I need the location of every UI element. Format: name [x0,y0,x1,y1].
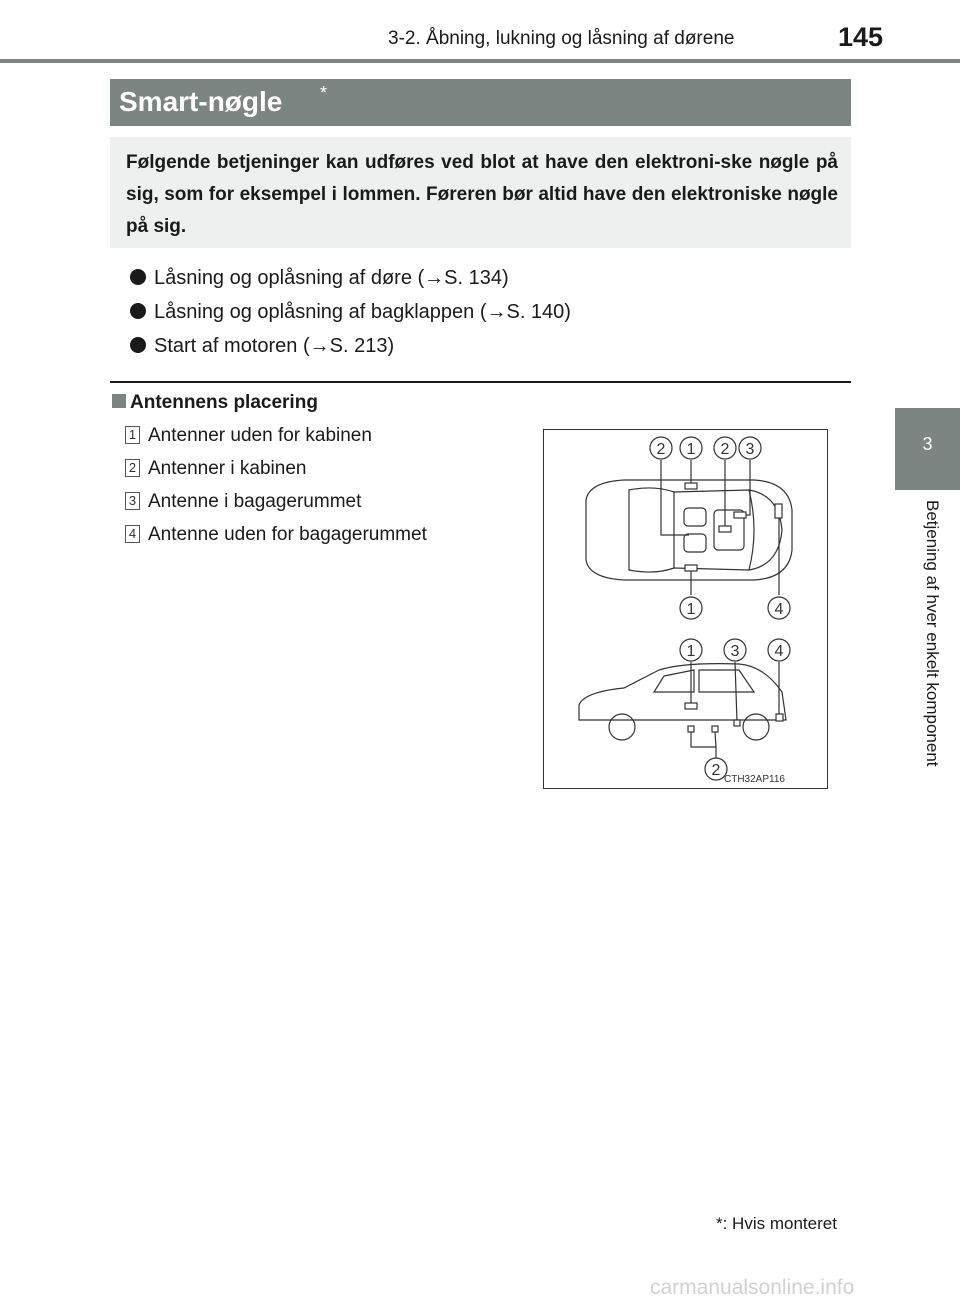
bullet-icon [130,303,146,319]
square-bullet-icon [112,394,126,408]
chapter-number: 3 [922,434,933,454]
callout-label: 2 [711,762,721,779]
antenna-mark [776,714,783,721]
legend-item: 2 Antenner i kabinen [125,453,427,486]
antenna-mark [712,726,718,732]
figure-code: CTH32AP116 [724,774,785,785]
callout-label: 1 [686,643,696,660]
callout-label: 3 [730,643,740,660]
callout-label: 4 [774,643,784,660]
car-side-front-wheel [609,714,635,740]
legend-number: 3 [125,492,140,510]
watermark: carmanualsonline.info [650,1276,855,1299]
car-top-seat [684,508,706,526]
antenna-mark [775,504,782,518]
callout-label: 1 [686,601,696,618]
car-side-rear-window [699,670,754,692]
bullet-icon [130,337,146,353]
section-title: Smart-nøgle [119,86,283,117]
legend-number: 2 [125,459,140,477]
footnote: *: Hvis monteret [716,1214,837,1233]
antenna-mark [685,703,697,709]
legend-item: 1 Antenner uden for kabinen [125,420,427,453]
car-top-seat [684,534,706,552]
car-side-rear-wheel [743,714,769,740]
legend-item: 4 Antenne uden for bagagerummet [125,519,427,552]
callout-label: 1 [686,441,696,458]
list-item: Start af motoren (→S. 213) [130,329,571,363]
page-number: 145 [838,22,884,52]
antenna-legend [125,420,427,552]
legend-item: 3 Antenne i bagagerummet [125,486,427,519]
antenna-mark [719,526,731,532]
intro-text: Følgende betjeninger kan udføres ved blot at have den elektroni-ske nøgle på sig, som for eksempel i lommen. Føreren bør altid have den elektroniske nøgle på sig. [126,152,838,237]
callout-label: 2 [656,441,666,458]
antenna-mark [685,483,697,489]
list-item: Låsning og oplåsning af bagklappen (→S. 140) [130,295,571,329]
header-section-title: 3-2. Åbning, lukning og låsning af dørene [388,28,735,49]
leader-line [739,460,750,515]
header-rule [0,59,960,63]
feature-list [130,261,571,363]
callout-label: 2 [720,441,730,458]
car-antenna-illustration [544,430,827,788]
intro-box [110,137,851,248]
antenna-mark [688,726,694,732]
legend-number: 1 [125,426,140,444]
antenna-heading: Antennens placering [112,392,318,414]
section-title-bar [110,79,851,126]
car-top-windshield [629,488,674,572]
list-item: Låsning og oplåsning af døre (→S. 134) [130,261,571,295]
leader-line [715,732,716,747]
chapter-title: Betjening af hver enkelt komponent [923,500,942,767]
bullet-icon [130,269,146,285]
antenna-mark [685,565,697,571]
callout-label: 3 [745,441,755,458]
car-side-front-window [654,670,694,692]
section-divider [110,381,851,383]
title-asterisk: * [320,83,328,103]
antenna-mark [734,720,740,726]
callout-label: 4 [774,601,784,618]
antenna-mark [734,512,746,518]
chapter-tab [895,408,960,490]
legend-number: 4 [125,525,140,543]
antenna-figure [543,429,828,789]
